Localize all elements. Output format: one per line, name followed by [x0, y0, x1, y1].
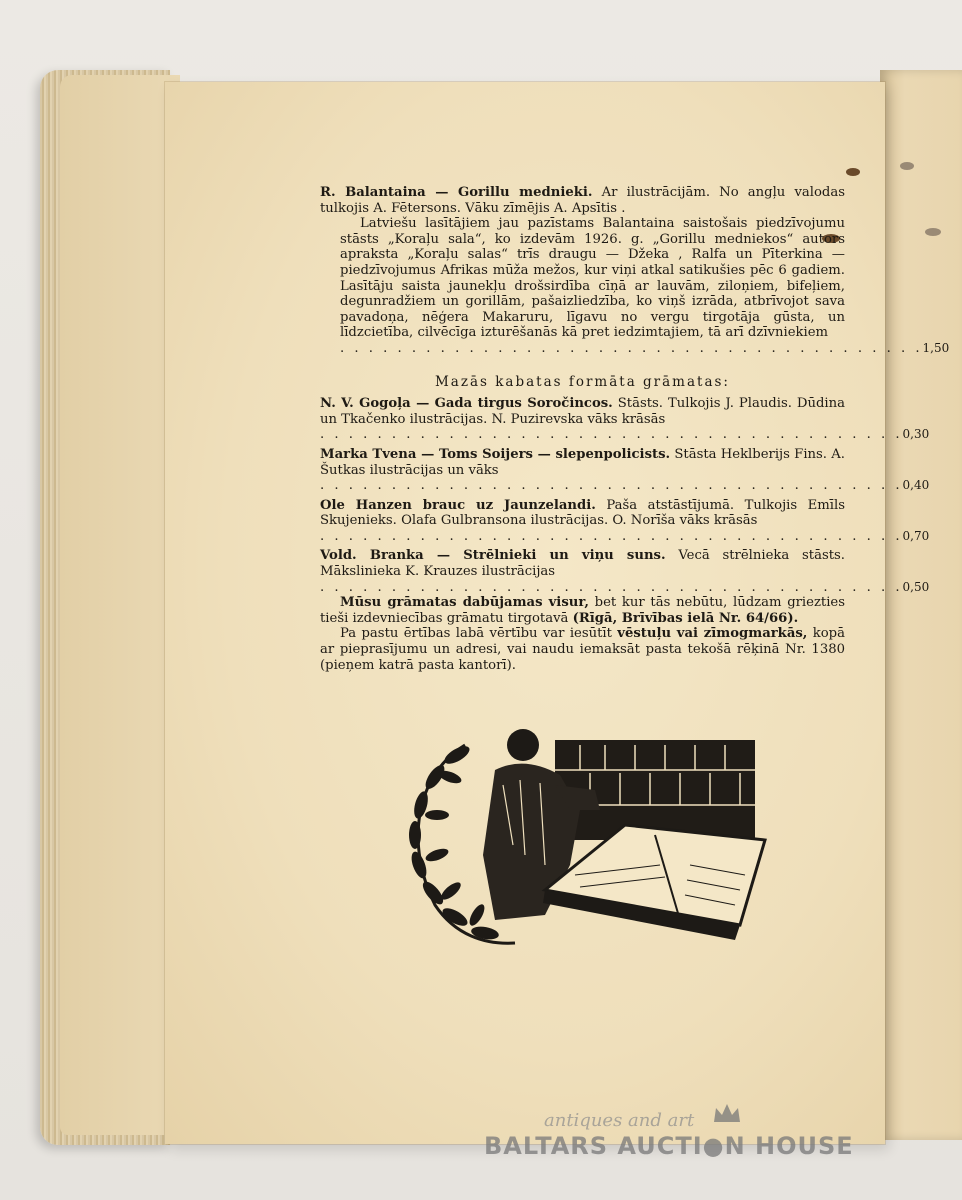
price-row [320, 528, 930, 545]
book-description: Paša atstāstījumā. Tulkojis Emīls Skujenieks. Olafa Gulbransona ilustrācijas. O. Norīša vāks krāsās [320, 497, 845, 529]
price-row [320, 478, 930, 494]
book-title: Ole Hanzen brauc uz Jaunzelandi. [320, 497, 596, 513]
leader-dots: . . . . . . . . . . . . . . . . . . . . . . . . . . . . . . . . . . . . . . . . . [320, 579, 903, 595]
book-price: 0,70 [902, 528, 930, 543]
book-price: 0,50 [902, 579, 930, 594]
leader-dots: . . . . . . . . . . . . . . . . . . . . . . . . . . . . . . . . . . . . . . . . . [320, 528, 903, 544]
page-text [320, 185, 950, 673]
page-stain [846, 168, 860, 176]
book-price: 0,40 [902, 478, 930, 493]
book-price: 1,50 [922, 340, 950, 355]
book-blurb [320, 216, 950, 356]
book-left-flap [60, 75, 180, 1135]
watermark-brand: BALTARS AUCTI●N HOUSE [484, 1132, 854, 1160]
book-entry [320, 497, 930, 545]
book-title: Marka Tvena — Toms Soijers — slepenpolicists. [320, 446, 671, 462]
crown-icon [712, 1102, 742, 1124]
book-description: Ar ilustrācijām. No angļu valodas tulkojis A. Fētersons. Vāku zīmējis A. Apsītis . [320, 185, 845, 216]
page-stain [925, 228, 941, 236]
book-entry [320, 548, 930, 595]
price-row [340, 340, 950, 357]
postal-note [320, 626, 845, 673]
book-title: R. Balantaina — Gorillu mednieki. [320, 185, 593, 200]
leader-dots: . . . . . . . . . . . . . . . . . . . . . . . . . . . . . . . . . . . . . . . . . [320, 478, 903, 494]
watermark-tagline: antiques and art [544, 1110, 695, 1131]
book-description: Stāsts. Tulkojis J. Plaudis. Dūdina un Tkačenko ilustrācijas. N. Puzirevska vāks krāsās [320, 396, 845, 427]
page-stain [900, 162, 914, 170]
book-description: Stāsta Heklberijs Fins. A. Šutkas ilustrācijas un vāks [320, 446, 845, 478]
book-entry [320, 396, 930, 443]
facing-page [880, 70, 962, 1140]
book-entry [320, 185, 845, 216]
auction-watermark [484, 1110, 884, 1170]
availability-text: bet kur tās nebūtu, lūdzam griezties tieši izdevniecības grāmatu tirgotavā [320, 595, 845, 626]
book-title: Vold. Branka — Strēlnieki un viņu suns. [320, 548, 666, 564]
postal-highlight: vēstuļu vai zīmogmarkās, [617, 626, 808, 642]
leader-dots: . . . . . . . . . . . . . . . . . . . . . . . . . . . . . . . . . . . . . . . . . [320, 427, 903, 443]
price-row [320, 579, 930, 596]
availability-note [320, 595, 845, 626]
book-entry [320, 446, 930, 494]
book-description: Vecā strēlnieka stāsts. Mākslinieka K. Krauzes ilustrācijas [320, 548, 845, 580]
postal-text: Pa pastu ērtības labā vērtību var iesūtīt [340, 626, 612, 642]
blurb-text: Latviešu lasītājiem jau pazīstams Balantaina saistošais piedzīvojumu stāsts „Koraļu sala“, ko izdevām 1926. g. „Gorillu medniekos“ autors apraksta „Koraļu salas“ trīs draugu — Džeka , Ralfa un Pīterkina — piedzīvojumus Afrikas mūža mežos, kur viņi atkal satikušies pēc 6 gadiem. Lasītāju saista jaunekļu drošsirdība cīņā ar lauvām, ziloņiem, bifeļiem, degunradžiem un gorillām, pašaizliedzība, ko viņš izrāda, atbrīvojot sava pavadoņa, nēģera Makaruru, līgavu no vergu tirgotāja gūsta, un līdzcietība, cilvēcīga izturēšanās kā pret iedzimtajiem, tā arī dzīvniekiem [340, 216, 845, 341]
book-title: N. V. Gogoļa — Gada tirgus Soročincos. [320, 396, 613, 412]
leader-dots: . . . . . . . . . . . . . . . . . . . . . . . . . . . . . . . . . . . . . . . . . [340, 340, 923, 356]
section-heading: Mazās kabatas formāta grāmatas: [434, 373, 730, 390]
woodcut-illustration [395, 715, 785, 955]
postal-text-end: kopā ar pieprasījumu un adresi, vai naudu iemaksāt pasta tekošā rēķinā Nr. 1380 (pieņem katrā pasta kantorī). [320, 626, 845, 673]
book-price: 0,30 [902, 427, 930, 442]
price-row [320, 427, 930, 443]
store-address: (Rīgā, Brīvības ielā Nr. 64/66). [572, 610, 799, 626]
availability-lead: Mūsu grāmatas dabūjamas visur, [340, 595, 589, 611]
